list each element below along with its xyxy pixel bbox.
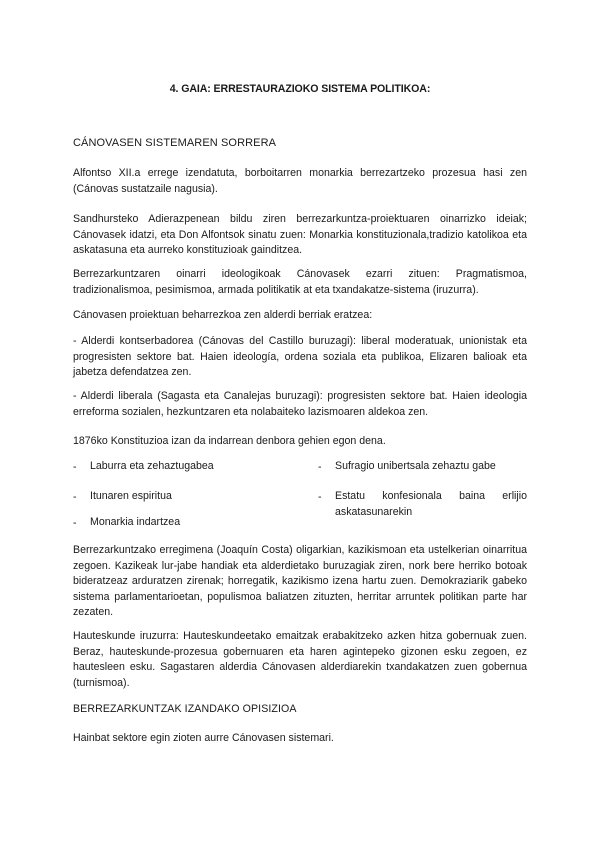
section-heading-opposition: BERREZARKUNTZAK IZANDAKO OPISIZIOA	[73, 703, 297, 715]
paragraph-1: Alfontso XII.a errege izendatuta, borboitarren monarkia berrezartzeko prozesua hasi zen (Cánovas sustatzaile nagusia).	[73, 167, 527, 195]
list-item: Sufragio unibertsala zehaztu gabe	[335, 460, 496, 472]
paragraph-9: Hauteskunde iruzurra: Hauteskundeetako emaitzak erabakitzeko azken hitza gobernuak zuen. Beraz, hauteskunde-prozesua gobernuaren eta haren agintepeko gizonen esku zegoen, ez hautesleen esku. Sagastaren alderdia Cánovasen alderdiarekin txandakatzen zuen gobernua (turnismoa).	[73, 630, 527, 689]
paragraph-10: Hainbat sektore egin zioten aurre Cánovasen sistemari.	[73, 732, 334, 744]
list-dash: -	[73, 517, 77, 529]
list-item: Itunaren espiritua	[90, 490, 172, 502]
list-dash: -	[73, 461, 77, 473]
list-item: Laburra eta zehaztugabea	[90, 460, 214, 472]
paragraph-8: Berrezarkuntzako erregimena (Joaquín Costa) oligarkian, kazikismoan eta ustelkerian oinarritua zegoen. Kazikeak lur-jabe handiak eta alderdietako buruzagiak ziren, nork bere herriko botoak bideratzeaz arduratzen zirenak; horregatik, kazikismo izena hartu zuen. Demokraziarik gabeko sistema parlamentarioetan, populismoa baliatzen zituzten, herritar arruntek politikan parte har zezaten.	[73, 544, 527, 619]
paragraph-3: Berrezarkuntzaren oinarri ideologikoak Cánovasek ezarri zituen: Pragmatismoa, tradizionalismoa, pesimismoa, armada politikatik at eta txandakatze-sistema (iruzurra).	[73, 268, 527, 296]
paragraph-2: Sandhursteko Adierazpenean bildu ziren berrezarkuntza-proiektuaren oinarrizko ideiak; Cánovasek idatzi, eta Don Alfontsok sinatu zuen: Monarkia konstituzionala,tradizio katolikoa eta askatasuna eta aurreko konstituzioak gainditzea.	[73, 213, 527, 257]
list-item: Monarkia indartzea	[90, 516, 181, 528]
list-dash: -	[318, 491, 322, 503]
paragraph-5: - Alderdi kontserbadorea (Cánovas del Castillo buruzagi): liberal moderatuak, unionistak eta progresisten sektore bat. Haien ideología, ordena soziala eta publikoa, Elizaren balioak eta jabetza defendatzea zen.	[73, 335, 527, 379]
list-dash: -	[318, 461, 322, 473]
list-item: Estatu konfesionala baina erlijio askatasunarekin	[335, 490, 527, 518]
paragraph-4: Cánovasen proiektuan beharrezkoa zen alderdi berriak eratzea:	[73, 309, 373, 321]
section-heading-origin: CÁNOVASEN SISTEMAREN SORRERA	[73, 137, 277, 149]
page-title: 4. GAIA: ERRESTAURAZIOKO SISTEMA POLITIKOA:	[169, 83, 431, 95]
list-dash: -	[73, 491, 77, 503]
paragraph-7: 1876ko Konstituzioa izan da indarrean denbora gehien egon dena.	[73, 435, 386, 447]
paragraph-6: - Alderdi liberala (Sagasta eta Canalejas buruzagi): progresisten sektore bat. Haien ideologia erreforma sozialen, hezkuntzaren eta nolabaiteko lazismoaren aldekoa zen.	[73, 390, 527, 418]
